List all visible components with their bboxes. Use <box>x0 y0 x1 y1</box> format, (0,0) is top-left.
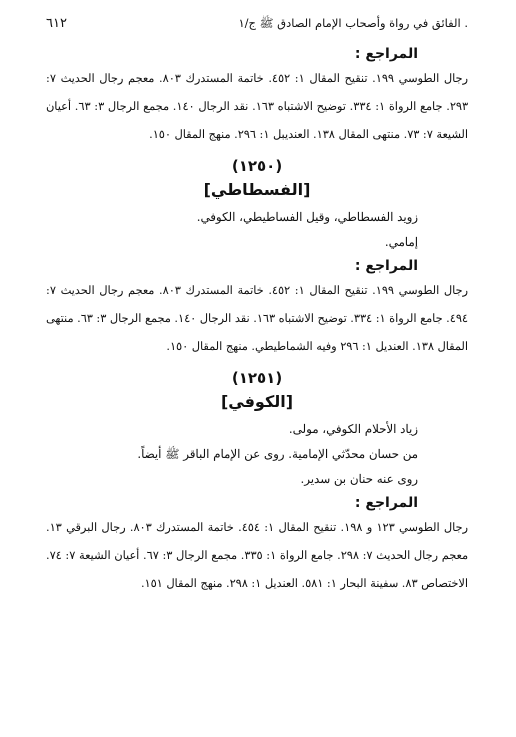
references-text: رجال الطوسي ١٢٣ و ١٩٨. تنقيح المقال ١: ٤٥٤. خاتمة المستدرك ٨٠٣. رجال البرقي ١٣. معجم رجال الحديث ٧: ٢٩٨. جامع الرواة ١: ٣٣٥. مجمع الرجال ٣: ٦٧. أعيان الشيعة ٧: ٧٤. الاختصاص ٨٣. سفينة البحار ١: ٥٨١. العنديل ١: ٢٩٨. منهج المقال ١٥١. <box>46 521 469 590</box>
page-number: ٦١٢ <box>46 16 67 31</box>
entry-name: [الكوفي] <box>220 392 294 411</box>
running-header <box>46 14 468 33</box>
document-page <box>46 14 468 737</box>
entry-line: إمامي. <box>384 235 418 249</box>
entry-line: من حسان محدّثي الإمامية. روى عن الإمام الباقر ﷺ أيضاً. <box>137 447 418 461</box>
entry-1250 <box>46 155 468 361</box>
references-heading: المراجع : <box>354 46 418 62</box>
references-text: رجال الطوسي ١٩٩. تنقيح المقال ١: ٤٥٢. خاتمة المستدرك ٨٠٣. معجم رجال الحديث ٧: ٢٩٣. جامع الرواة ١: ٣٣٤. توضيح الاشتباه ١٦٣. نقد الرجال ١٤٠. مجمع الرجال ٣: ٦٣. أعيان الشيعة ٧: ٧٣. منتهى المقال ١٣٨. العنديبل ١: ٢٩٦. منهج المقال ١٥٠. <box>46 72 469 141</box>
entry-number: (١٢٥١) <box>231 369 283 387</box>
entry-line: روى عنه حنان بن سدير. <box>300 472 418 486</box>
entry-1251 <box>46 367 468 598</box>
entry-line: زويد الفسطاطي، وقيل الفساطيطي، الكوفي. <box>196 210 418 224</box>
references-heading: المراجع : <box>354 258 418 274</box>
references-text: رجال الطوسي ١٩٩. تنقيح المقال ١: ٤٥٢. خاتمة المستدرك ٨٠٣. معجم رجال الحديث ٧: ٤٩٤. جامع الرواة ١: ٣٣٤. توضيح الاشتباه ١٦٣. نقد الرجال ١٤٠. مجمع الرجال ٣: ٦٣. منتهى المقال ١٣٨. العنديل ١: ٢٩٦ وفيه الشماطيطي. منهج المقال ١٥٠. <box>46 284 468 353</box>
entry-number: (١٢٥٠) <box>231 157 283 175</box>
top-references-section <box>46 43 468 149</box>
running-header-title: . الفائق في رواة وأصحاب الإمام الصادق ﷺ ج/١ <box>238 16 468 30</box>
entry-name: [الفسطاطي] <box>203 180 311 199</box>
references-heading: المراجع : <box>354 495 418 511</box>
entry-line: زياد الأحلام الكوفي، مولى. <box>288 422 418 436</box>
